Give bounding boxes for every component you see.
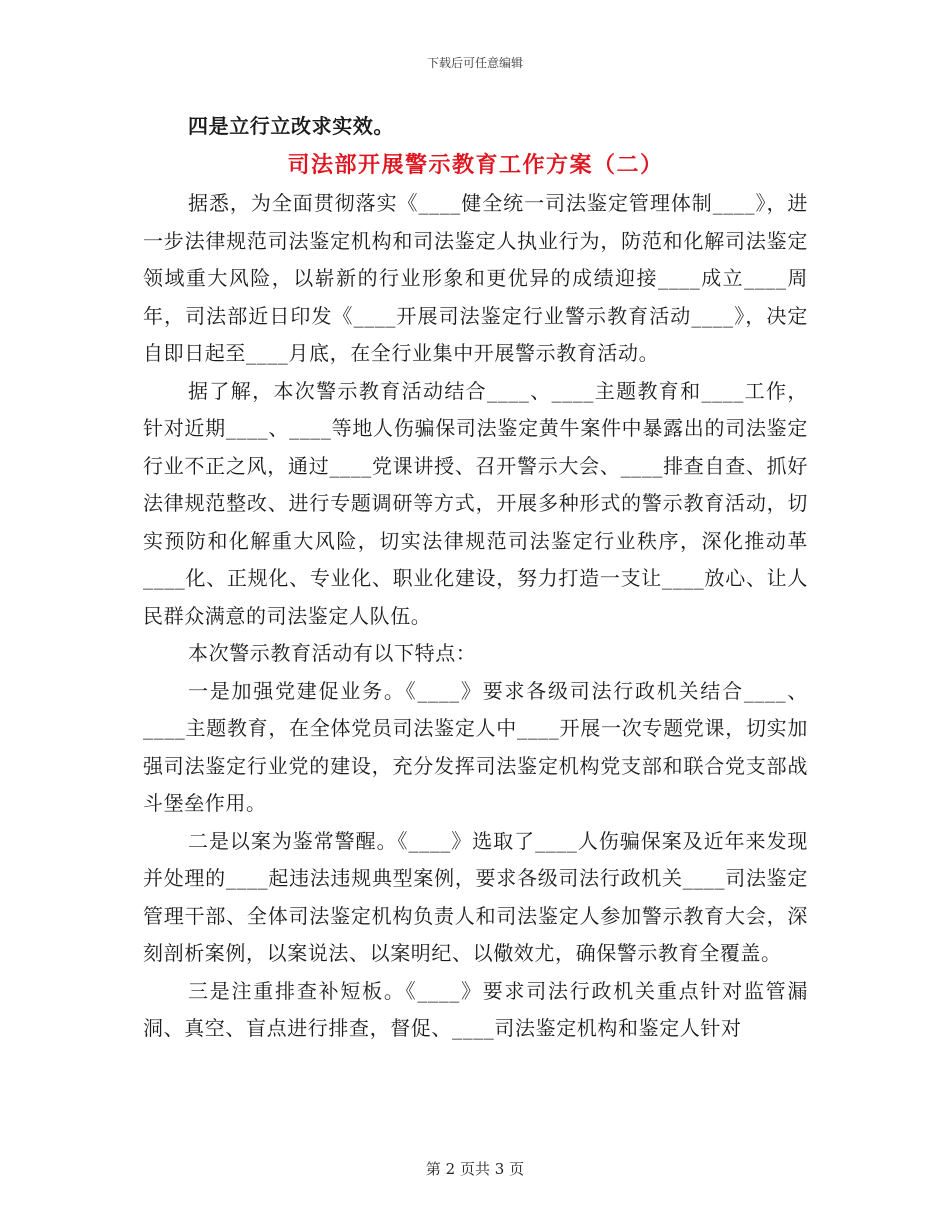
document-title: 司法部开展警示教育工作方案（二）	[287, 152, 664, 178]
paragraph-feature-2: 二是以案为鉴常警醒。《____》选取了____人伤骗保案及近年来发现并处理的____起违法违规典型案例，要求各级司法行政机关____司法鉴定管理干部、全体司法鉴定机构负责人和司法鉴定人参加警示教育大会，深刻剖析案例，以案说法、以案明纪、以儆效尤，确保警示教育全覆盖。	[143, 828, 808, 965]
document-body	[143, 108, 808, 1048]
paragraph-feature-1: 一是加强党建促业务。《____》要求各级司法行政机关结合____、____主题教育，在全体党员司法鉴定人中____开展一次专题党课，切实加强司法鉴定行业党的建设，充分发挥司法鉴定机构党支部和联合党支部战斗堡垒作用。	[143, 678, 808, 815]
paragraph-features-intro: 本次警示教育活动有以下特点：	[188, 641, 477, 665]
paragraph-intro: 据悉，为全面贯彻落实《____健全统一司法鉴定管理体制____》，进一步法律规范司法鉴定机构和司法鉴定人执业行为，防范和化解司法鉴定领域重大风险，以崭新的行业形象和更优异的成绩迎接____成立____周年，司法部近日印发《____开展司法鉴定行业警示教育活动____》，决定自即日起至____月底，在全行业集中开展警示教育活动。	[143, 191, 808, 365]
paragraph-background: 据了解，本次警示教育活动结合____、____主题教育和____工作，针对近期____、____等地人伤骗保司法鉴定黄牛案件中暴露出的司法鉴定行业不正之风，通过____党课讲授、召开警示大会、____排查自查、抓好法律规范整改、进行专题调研等方式，开展多种形式的警示教育活动，切实预防和化解重大风险，切实法律规范司法鉴定行业秩序，深化推动革____化、正规化、专业化、职业化建设，努力打造一支让____放心、让人民群众满意的司法鉴定人队伍。	[143, 378, 808, 628]
page-header: 下载后可任意编辑	[426, 56, 523, 70]
page-footer: 第 2 页共 3 页	[425, 1160, 525, 1178]
paragraph-feature-3: 三是注重排查补短板。《____》要求司法行政机关重点针对监管漏洞、真空、盲点进行排查，督促、____司法鉴定机构和鉴定人针对	[143, 978, 808, 1040]
lead-line: 四是立行立改求实效。	[188, 114, 394, 138]
